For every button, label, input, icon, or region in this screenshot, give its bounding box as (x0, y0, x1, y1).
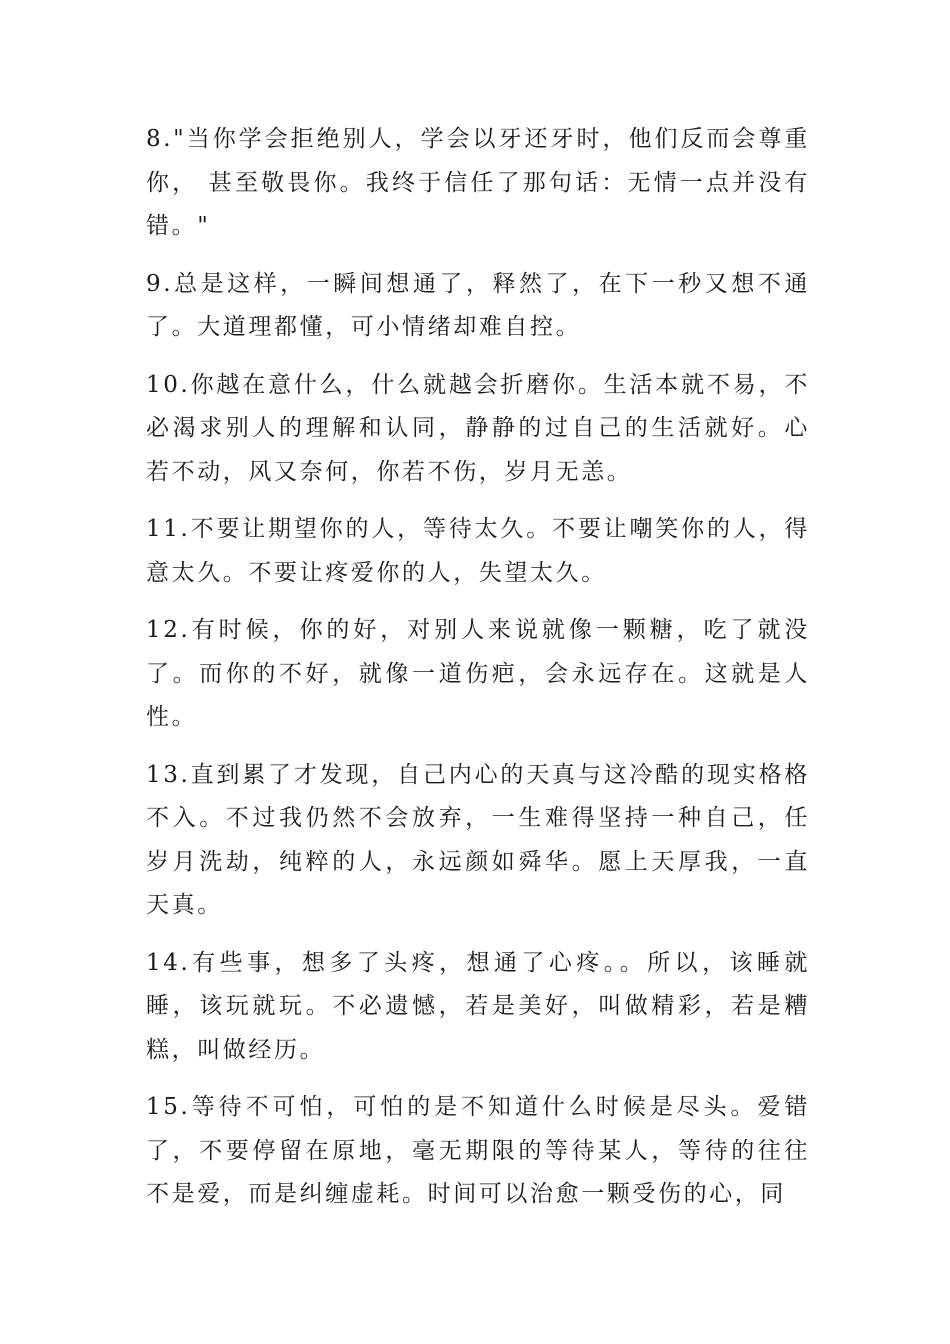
paragraph-13: 13.直到累了才发现，自己内心的天真与这冷酷的现实格格不入。不过我仍然不会放弃，一生难得坚持一种自己，任岁月洗劫，纯粹的人，永远颜如舜华。愿上天厚我，一直天真。 (146, 761, 810, 918)
paragraph-15: 15.等待不可怕，可怕的是不知道什么时候是尽头。爱错了，不要停留在原地，毫无期限的等待某人，等待的往往不是爱，而是纠缠虚耗。时间可以治愈一颗受伤的心，同 (146, 1094, 810, 1207)
paragraph-8: 8."当你学会拒绝别人，学会以牙还牙时，他们反而会尊重你， 甚至敬畏你。我终于信任了那句话：无情一点并没有错。" (146, 126, 810, 239)
paragraph-10: 10.你越在意什么，什么就越会折磨你。生活本就不易，不必渴求别人的理解和认同，静静的过自己的生活就好。心若不动，风又奈何，你若不伤，岁月无恙。 (146, 371, 810, 485)
document-page (146, 118, 810, 1231)
paragraph-12: 12.有时候，你的好，对别人来说就像一颗糖，吃了就没了。而你的不好，就像一道伤疤，会永远存在。这就是人性。 (146, 617, 810, 730)
paragraph-11: 11.不要让期望你的人，等待太久。不要让嘲笑你的人，得意太久。不要让疼爱你的人，失望太久。 (146, 516, 810, 586)
paragraph-14: 14.有些事，想多了头疼，想通了心疼。。所以，该睡就睡，该玩就玩。不必遗憾，若是美好，叫做精彩，若是糟糕，叫做经历。 (146, 949, 810, 1063)
paragraph-9: 9.总是这样，一瞬间想通了，释然了，在下一秒又想不通了。大道理都懂，可小情绪却难自控。 (146, 270, 810, 340)
